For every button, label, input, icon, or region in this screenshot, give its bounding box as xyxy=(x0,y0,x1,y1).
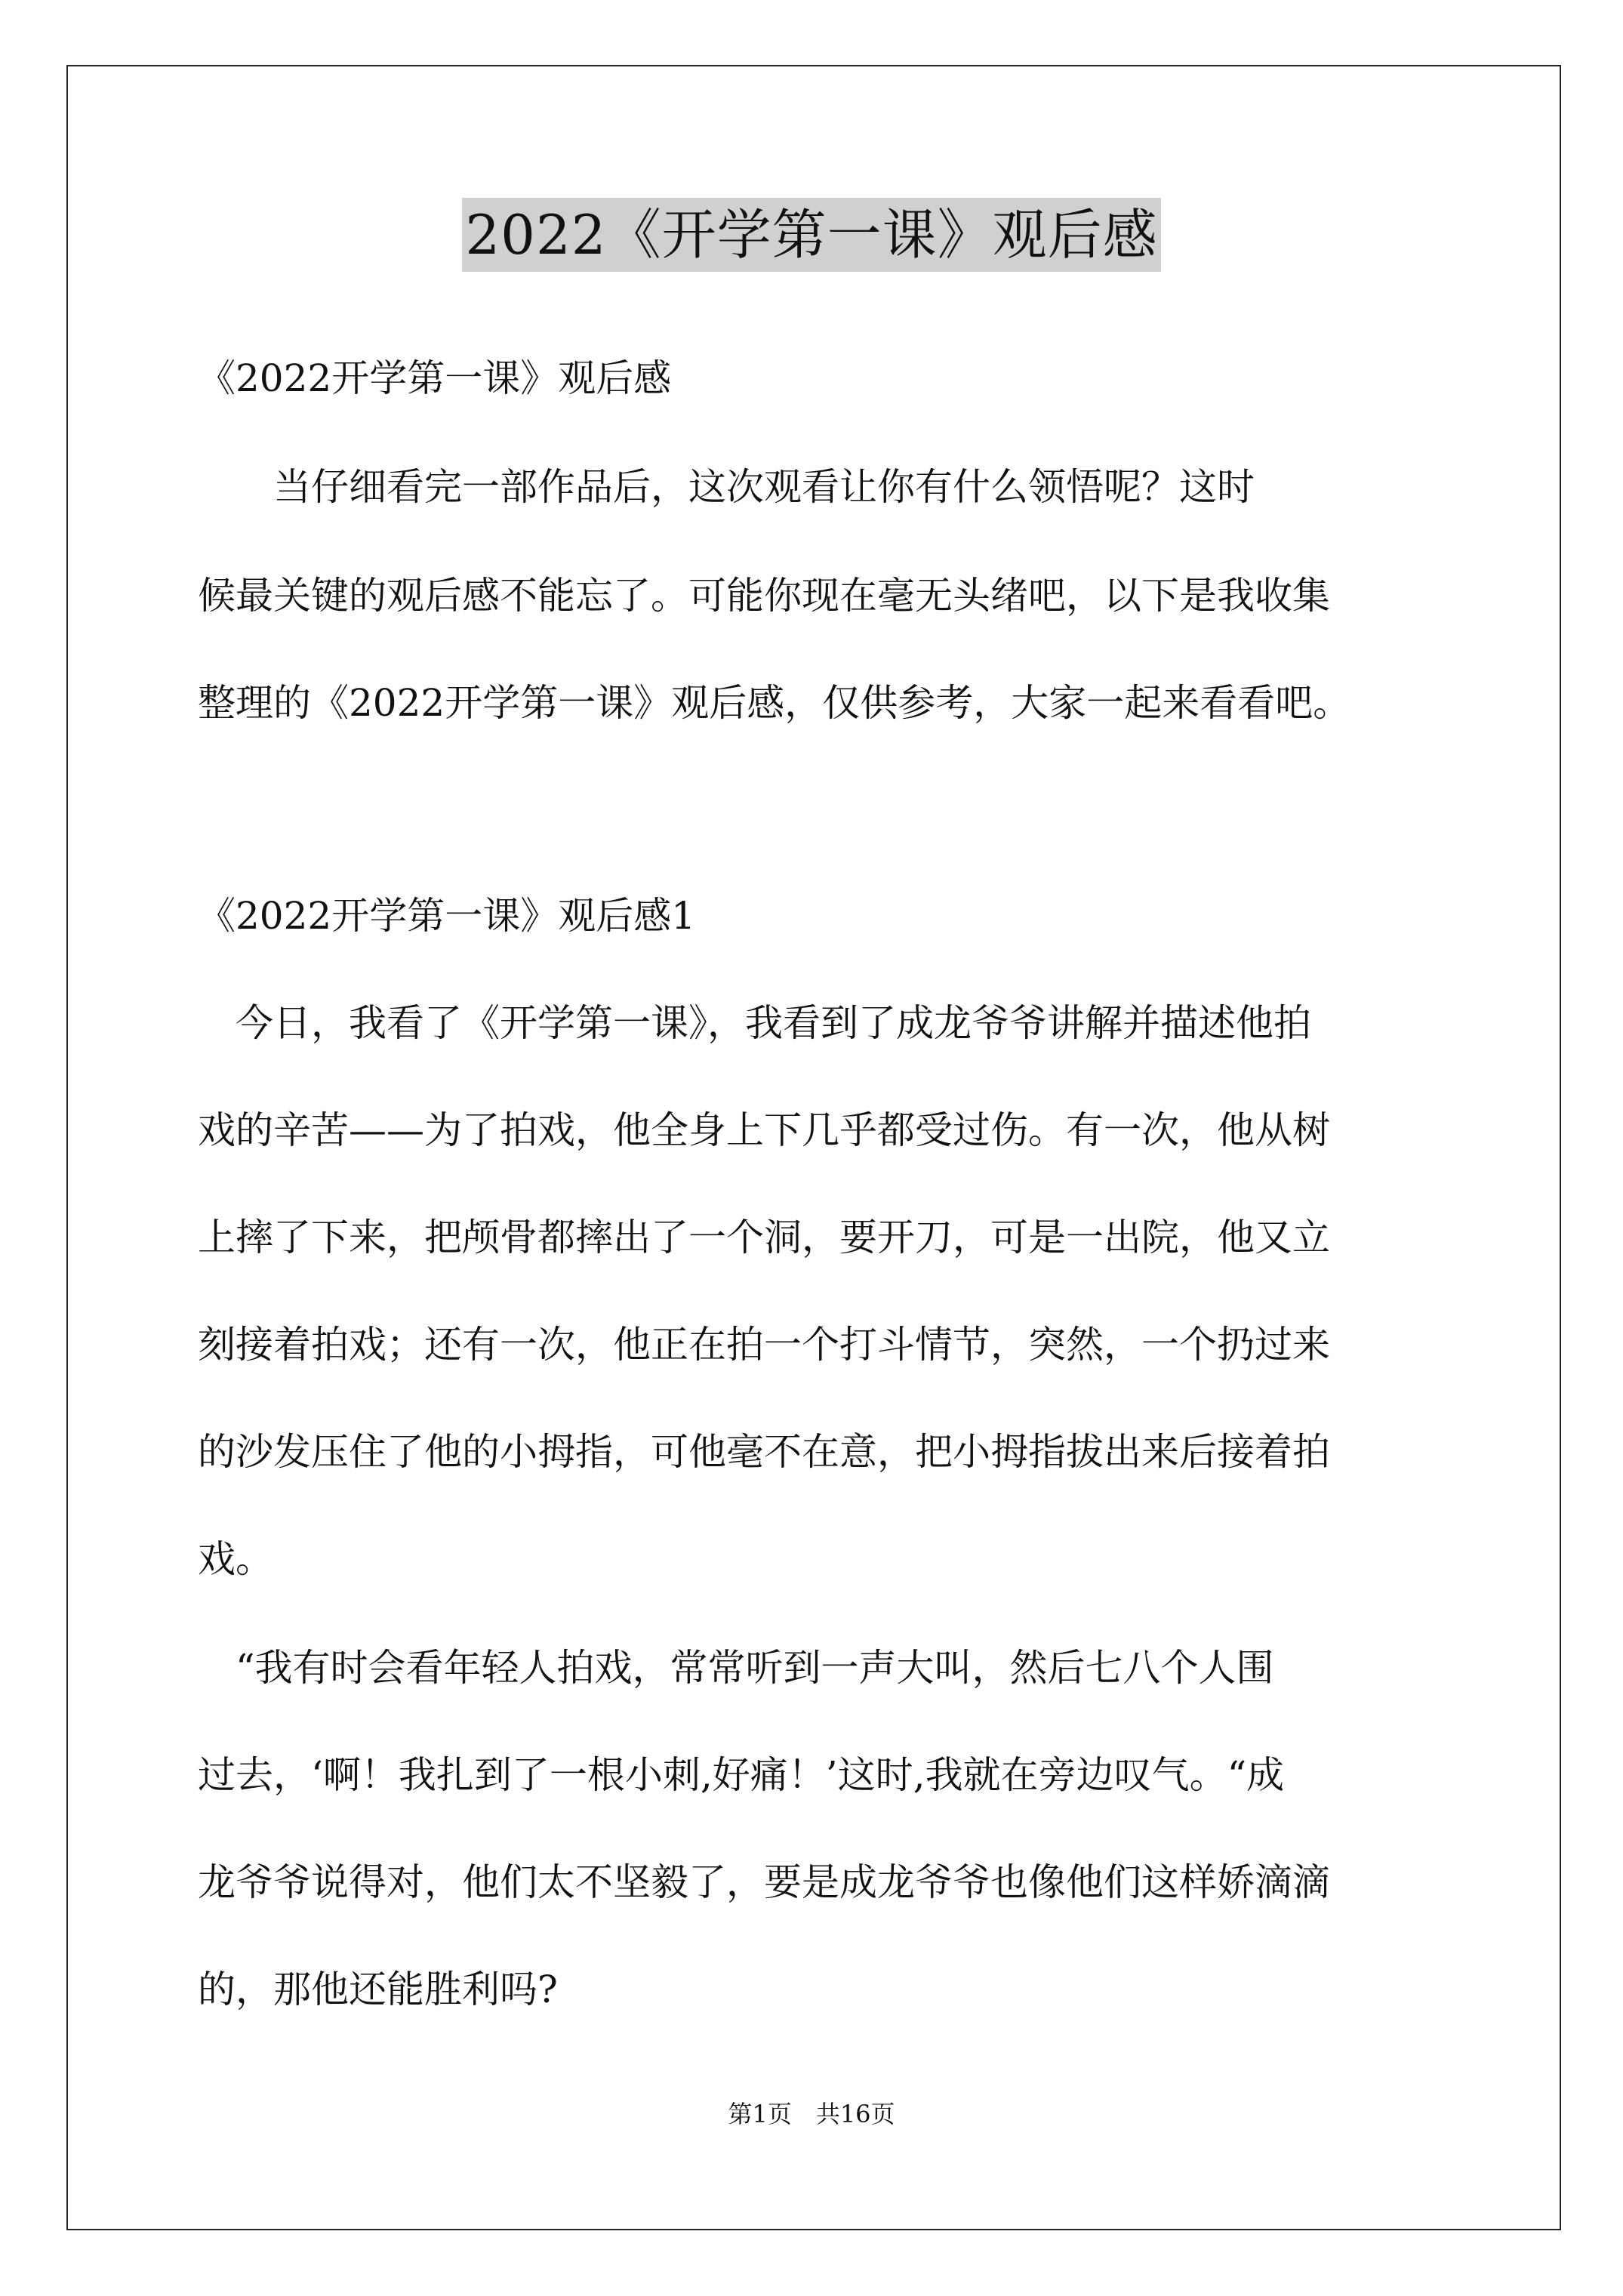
para1-line-4: 刻接着拍戏；还有一次，他正在拍一个打斗情节，突然，一个扔过来 xyxy=(198,1323,1330,1367)
page-footer: 第1页 共16页 xyxy=(728,2100,895,2128)
para1-line-2: 戏的辛苦——为了拍戏，他全身上下几乎都受过伤。有一次，他从树 xyxy=(198,1108,1330,1152)
intro-line-2: 候最关键的观后感不能忘了。可能你现在毫无头绪吧，以下是我收集 xyxy=(198,574,1330,618)
document-title: 2022《开学第一课》观后感 xyxy=(462,198,1160,272)
para1-line-3: 上摔了下来，把颅骨都摔出了一个洞，要开刀，可是一出院，他又立 xyxy=(198,1216,1330,1259)
para1-line-1: 今日，我看了《开学第一课》，我看到了成龙爷爷讲解并描述他拍 xyxy=(198,1001,1311,1045)
subtitle: 《2022开学第一课》观后感 xyxy=(198,356,672,400)
section-heading: 《2022开学第一课》观后感1 xyxy=(198,894,696,938)
para1-line-5: 的沙发压住了他的小拇指，可他毫不在意，把小拇指拔出来后接着拍 xyxy=(198,1430,1330,1474)
para2-line-2: 过去，‘啊！我扎到了一根小刺,好痛！’这时,我就在旁边叹气。“成 xyxy=(198,1753,1285,1797)
para2-line-4: 的，那他还能胜利吗? xyxy=(198,1968,558,2011)
para2-line-3: 龙爷爷说得对，他们太不坚毅了，要是成龙爷爷也像他们这样娇滴滴 xyxy=(198,1860,1330,1904)
para2-line-1: “我有时会看年轻人拍戏，常常听到一声大叫，然后七八个人围 xyxy=(198,1646,1274,1690)
intro-line-1: 当仔细看完一部作品后，这次观看让你有什么领悟呢？这时 xyxy=(198,465,1255,509)
para1-line-6: 戏。 xyxy=(198,1537,273,1581)
title-container xyxy=(0,198,1623,272)
intro-line-3: 整理的《2022开学第一课》观后感，仅供参考，大家一起来看看吧。 xyxy=(198,681,1351,725)
